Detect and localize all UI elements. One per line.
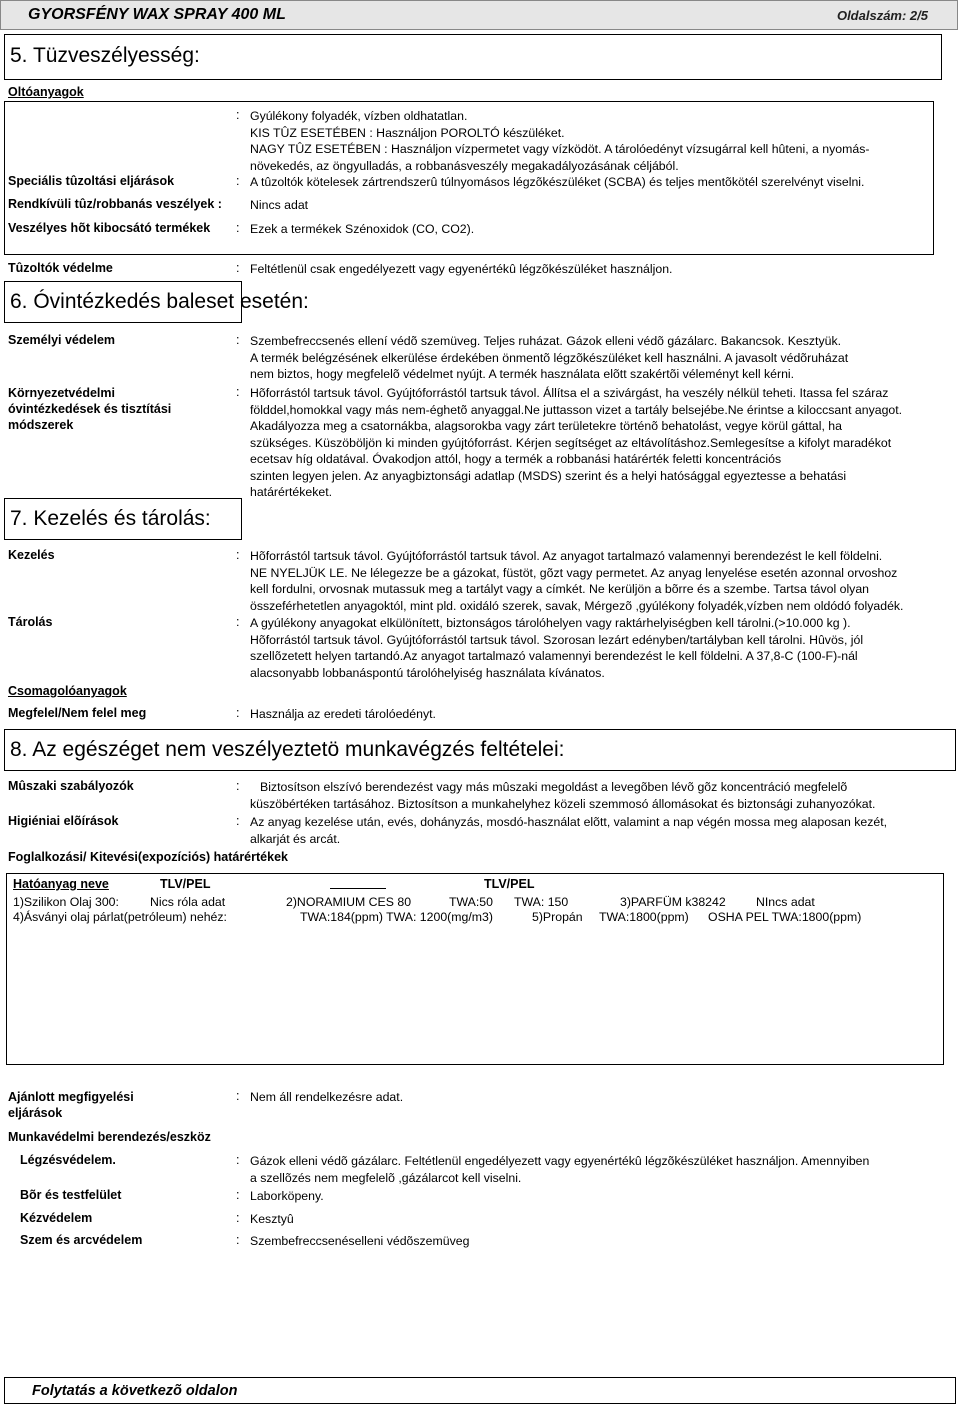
table-divider-line (330, 888, 386, 889)
monitoring-colon: : (236, 1089, 240, 1103)
skin-label: Bõr és testfelület (20, 1188, 122, 1202)
table-row-2-col-2: TWA:184(ppm) TWA: 1200(mg/m3) (300, 910, 493, 924)
hygiene-value: Az anyag kezelése után, evés, dohányzás, mosdó-használat elõtt, valamint a nap végén mossa meg alaposan kezét, alkarját és arcát. (250, 815, 888, 846)
section-5-title: 5. Tüzveszélyesség: (10, 44, 200, 67)
packaging-label: Csomagolóanyagok (8, 684, 127, 698)
ppe-label: Munkavédelmi berendezés/eszköz (8, 1130, 211, 1144)
exposure-label: Foglalkozási/ Kitevési(expozíciós) határértékek (8, 850, 288, 864)
special-label: Speciális tûzoltási eljárások (8, 174, 175, 188)
env-value: Hõforrástól tartsuk távol. Gyújtóforrástól tartsuk távol. Állítsa el a szivárgást, ha veszély nélkül teheti. Itassa fel száraz földdel,homokkal vagy más nem-éghetõ anyaggal.Ne juttasson vizet a tartály belsejébe.Ne érintse a kiloccsant anyagot. Akadályozza meg a csatornákba, alagsorokba vagy zárt területekre történõ behatolást, vegye körül gáttal, ha szükséges. Küszöböljön ki minden gyújtóforrást. Kérjen segítséget az eltávolításhoz.Semlegesítse a kifolyt maradékot ecetsav híg oldatával. Óvakodjon attól, hogy a termék a robbanási határérték feletti koncentrációs szinten legyen jelen. Az anyagbiztonsági adatlap (MSDS) szerint és a helyi hatósággal egyeztesse a behatási határértékeket. (250, 386, 903, 499)
table-row-1-col-3: 2)NORAMIUM CES 80 (286, 895, 412, 909)
suitable-label: Megfelel/Nem felel meg (8, 706, 147, 720)
env-label: Környezetvédelmi óvintézkedések és tisztítási módszerek (8, 386, 172, 432)
engineering-value: Biztosítson elszívó berendezést vagy más mûszaki megoldást a levegõben lévõ gõz koncentráció megfelelõ küszöbértéken tartásához. Biztosítson a munkahelyhez közeli szemmosó állomásokat és biztonsági zuhanyozókat. (250, 780, 876, 811)
table-row-1-col-6: 3)PARFÜM k38242 (620, 895, 726, 909)
hazardous-label: Veszélyes hõt kibocsátó termékek (8, 221, 211, 235)
table-row-2-col-3: 5)Propán (532, 910, 583, 924)
section-6-title: 6. Óvintézkedés baleset esetén: (10, 290, 309, 313)
table-row-2-col-4: TWA:1800(ppm) (599, 910, 689, 924)
personal-label: Személyi védelem (8, 333, 116, 347)
table-row-1-col-1: 1)Szilikon Olaj 300: (13, 895, 119, 909)
section-7-title: 7. Kezelés és tárolás: (10, 507, 211, 530)
handling-label: Kezelés (8, 548, 55, 562)
eye-label: Szem és arcvédelem (20, 1233, 143, 1247)
resp-label: Légzésvédelem. (20, 1153, 116, 1167)
table-col-substance: Hatóanyag neve (13, 877, 109, 891)
resp-colon: : (236, 1153, 240, 1167)
skin-value: Laborköpeny. (250, 1189, 324, 1203)
storage-label: Tárolás (8, 615, 53, 629)
unusual-value: Nincs adat (250, 198, 309, 212)
env-colon: : (236, 385, 240, 399)
monitoring-value: Nem áll rendelkezésre adat. (250, 1090, 404, 1104)
personal-colon: : (236, 333, 240, 347)
extinguish-value: Gyúlékony folyadék, vízben oldhatatlan. KIS TÛZ ESETÉBEN : Használjon POROLTÓ készüléket. NAGY TÛZ ESETÉBEN : Használjon vízpermetet vagy vízködöt. A tárolóedényt vízsugárral kell hûteni, a nyomás- növekedés, az öngyulladás, a robbanásveszély megakadályozásának céljából. (250, 109, 870, 173)
table-col-tlv1: TLV/PEL (160, 877, 211, 891)
handling-colon: : (236, 548, 240, 562)
table-row-2-col-5: OSHA PEL TWA:1800(ppm) (708, 910, 862, 924)
table-row-2-col-1: 4)Ásványi olaj párlat(petróleum) nehéz: (13, 910, 227, 924)
firefighter-label: Tûzoltók védelme (8, 261, 113, 275)
section-8-title: 8. Az egészéget nem veszélyeztetö munkavégzés feltételei: (10, 738, 565, 761)
special-value: A tûzoltók kötelesek zártrendszerû túlnyomásos légzõkészüléket (SCBA) és teljes mentõkötél szerelvényt viselni. (250, 175, 865, 189)
handling-value: Hõforrástól tartsuk távol. Gyújtóforrástól tartsuk távol. Az anyagot tartalmazó valamennyi berendezést le kell földelni. NE NYELJÜK LE. Ne lélegezze be a gázokat, füstöt, gõzt vagy permetet. Az anyag lenyelése esetén azonnal orvoshoz kell fordulni, orvosnak mutassuk meg a tartályt vagy a címkét. Ne kerüljön a bõrre és a szembe. Tartsa távol olyan összeférhetetlen anyagoktól, mint pld. oxidáló szerek, savak, Mérgezõ ,gyúlékony folyadék,vízben nem oldódó folyadék. (250, 549, 904, 613)
hygiene-colon: : (236, 814, 240, 828)
table-col-tlv2: TLV/PEL (484, 877, 535, 891)
table-row-1-col-5: TWA: 150 (514, 895, 569, 909)
hand-label: Kézvédelem (20, 1211, 93, 1225)
hazardous-colon: : (236, 221, 240, 235)
continued-note: Folytatás a következõ oldalon (32, 1383, 238, 1399)
engineering-label: Mûszaki szabályozók (8, 779, 134, 793)
product-title: GYORSFÉNY WAX SPRAY 400 ML (28, 6, 286, 23)
firefighter-value: Feltétlenül csak engedélyezett vagy egyenértékû légzõkészüléket használjon. (250, 262, 673, 276)
hand-value: Kesztyû (250, 1212, 294, 1226)
eye-colon: : (236, 1233, 240, 1247)
eye-value: Szembefreccsenéselleni védõszemüveg (250, 1234, 470, 1248)
hygiene-label: Higiéniai elõírások (8, 814, 119, 828)
table-row-1-col-7: NIncs adat (756, 895, 815, 909)
firefighter-colon: : (236, 261, 240, 275)
skin-colon: : (236, 1188, 240, 1202)
table-row-1-col-2: Nics róla adat (150, 895, 226, 909)
suitable-value: Használja az eredeti tárolóedényt. (250, 707, 436, 721)
engineering-colon: : (236, 779, 240, 793)
hazardous-value: Ezek a termékek Szénoxidok (CO, CO2). (250, 222, 475, 236)
table-row-1-col-4: TWA:50 (449, 895, 493, 909)
unusual-label: Rendkívüli tûz/robbanás veszélyek : (8, 197, 222, 211)
personal-value: Szembefreccsenés ellení védõ szemüveg. Teljes ruházat. Gázok elleni védõ gázálarc. Bakancsok. Kesztyük. A termék belégzésének elkerülése érdekében önmentõ légzõkészüléket kell használni. A javasolt védõruházat nem biztos, hogy megfelelõ védelmet nyújt. A termék használata elõtt szakértõi véleményt kell kérni. (250, 334, 849, 381)
hand-colon: : (236, 1211, 240, 1225)
resp-value: Gázok elleni védõ gázálarc. Feltétlenül engedélyezett vagy egyenértékû légzõkészüléket használjon. Amennyiben a szellõzés nem megfelelõ ,gázálarcot kell viselni. (250, 1154, 870, 1185)
extinguish-colon: : (236, 108, 240, 122)
storage-colon: : (236, 615, 240, 629)
extinguish-label: Oltóanyagok (8, 85, 84, 99)
page-number: Oldalszám: 2/5 (836, 8, 928, 23)
special-colon: : (236, 174, 240, 188)
storage-value: A gyúlékony anyagokat elkülönített, biztonságos tárolóhelyen vagy raktárhelyiségben kell tárolni.(>10.000 kg ). Hõforrástól tartsuk távol. Gyújtóforrástól tartsuk távol. Szorosan lezárt edényben/tartályban kell tárolni. Hûvös, jól szellõzetett helyen tartandó.Az anyagot tartalmazó valamennyi berendezést le kell földelni. A 37,8-C (100-F)-nál alacsonyabb lobbanáspontú tárolóhelyiség használata kívánatos. (250, 616, 864, 680)
monitoring-label: Ajánlott megfigyelési eljárások (8, 1090, 134, 1120)
suitable-colon: : (236, 706, 240, 720)
